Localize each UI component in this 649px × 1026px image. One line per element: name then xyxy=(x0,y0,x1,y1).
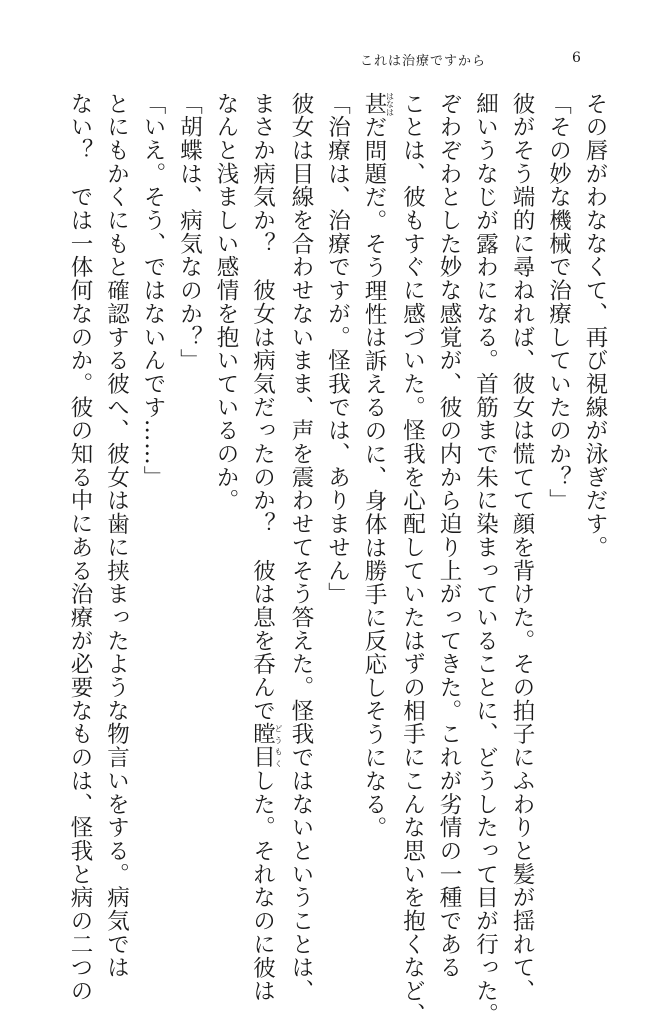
page-number: 6 xyxy=(572,50,581,66)
text-line: 彼女は目線を合わせないまま、声を震わせてそう答えた。怪我ではないということは、 xyxy=(288,92,314,1003)
text-line: とにもかくにもと確認する彼へ、彼女は歯に挟まったような物言いをする。病気では xyxy=(103,92,130,980)
ruby-reading: どうもく xyxy=(274,722,283,770)
text-segment: まさか病気か？ 彼女は病気だったのか？ 彼は息を呑んで xyxy=(249,92,276,723)
ruby-base: 瞠目 xyxy=(249,722,276,770)
text-line: 彼がそう端的に尋ねれば、彼女は慌てて顔を背けた。その拍子にふわりと髪が揺れて、 xyxy=(509,92,535,1003)
ruby-reading: はなは xyxy=(385,92,395,116)
body-text xyxy=(62,92,614,1026)
text-line: 「その妙な機械で治療していたのか？」 xyxy=(545,92,572,513)
text-line: その唇がわななくて、再び視線が泳ぎだす。 xyxy=(582,92,608,559)
text-segment: だ問題だ。そう理性は訴えるのに、身体は勝手に反応しそうになる。 xyxy=(361,115,387,840)
ruby-base: 甚 xyxy=(361,92,387,116)
text-line: 「治療は、治療ですが。怪我では、ありません」 xyxy=(324,92,351,606)
text-line: ぞわぞわとした妙な感覚が、彼の内から迫り上がってきた。これが劣情の一種である xyxy=(436,92,462,980)
text-line: 「胡蝶は、病気なのか？」 xyxy=(176,92,203,373)
running-header-title: これは治療ですから xyxy=(360,54,487,69)
text-line: ことは、彼もすぐに感づいた。怪我を心配していたはずの相手にこんな思いを抱くなど、 xyxy=(399,92,426,1026)
text-line: 「いえ。そう、ではないんです……」 xyxy=(140,92,166,489)
text-line: 細いうなじが露わになる。首筋まで朱に染まっていることに、どうしたって目が行った。 xyxy=(472,92,499,1026)
text-segment: した。それなのに彼は xyxy=(249,769,276,1003)
text-line: なんと浅ましい感情を抱いているのか。 xyxy=(213,92,239,513)
text-line xyxy=(356,92,395,862)
ruby-word xyxy=(361,92,395,116)
text-line xyxy=(244,92,283,1003)
ruby-word xyxy=(249,722,283,770)
text-line: ない？ では一体何なのか。彼の知る中にある治療が必要なものは、怪我と病の二つの xyxy=(67,92,93,1003)
